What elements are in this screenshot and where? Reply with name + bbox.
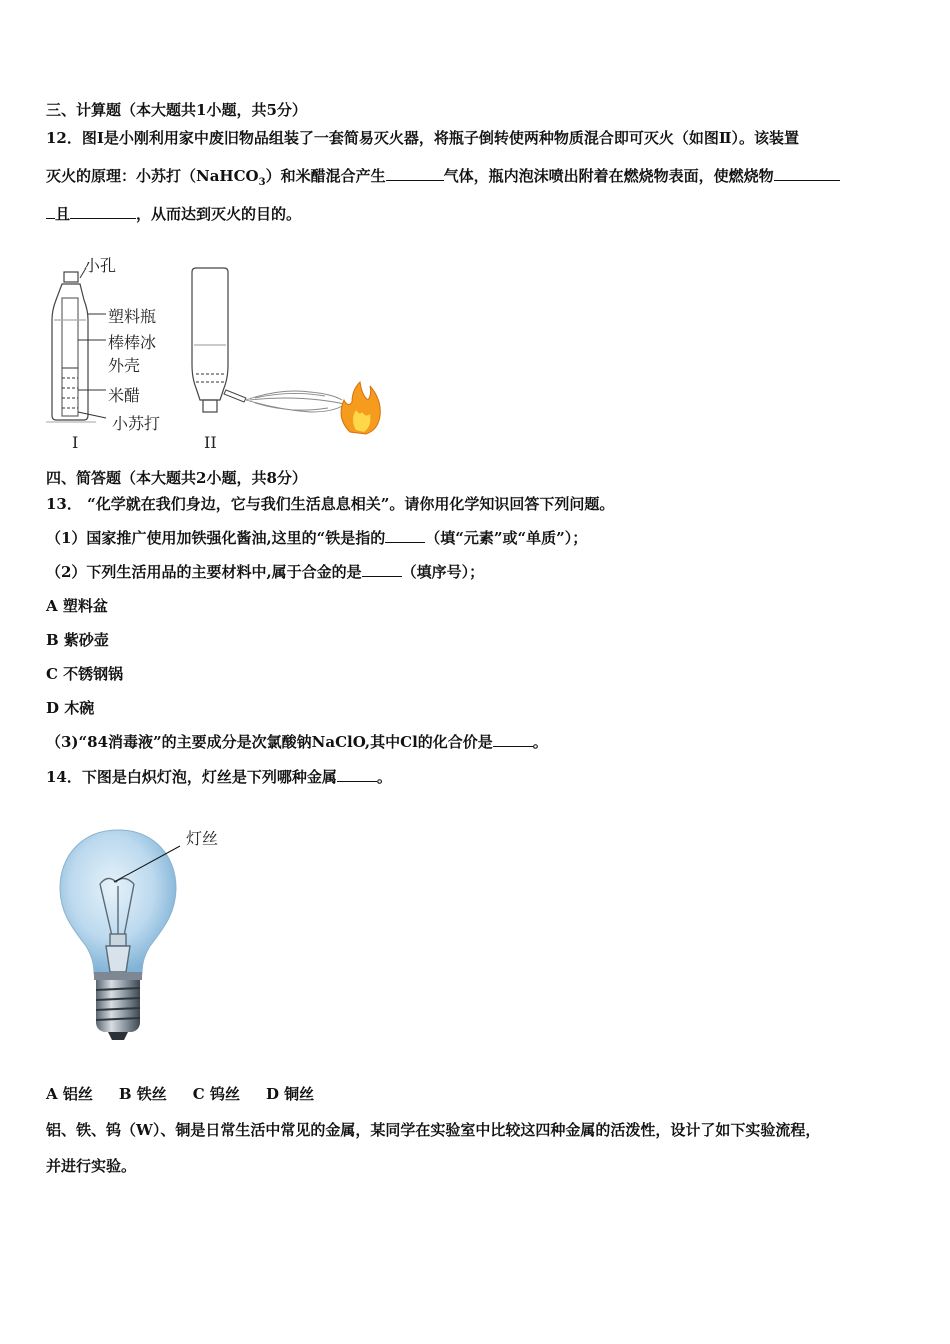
q14-option-b: B 铁丝 (118, 1085, 167, 1103)
q12-line2 (46, 166, 840, 193)
q14-option-d: D 铜丝 (265, 1085, 315, 1103)
q14-paragraph-line1: 铝、铁、钨（W）、铜是日常生活中常见的金属，某同学在实验室中比较这四种金属的活泼性，设计了如下实验流程， (46, 1121, 821, 1139)
q12-blank-1[interactable] (774, 166, 840, 181)
bottle-two (192, 268, 228, 412)
label-plastic-bottle: 塑料瓶 (108, 307, 157, 326)
foam-spray (246, 391, 344, 412)
q12-line3 (46, 204, 301, 224)
label-vinegar: 米醋 (108, 386, 141, 405)
q13-part1 (46, 528, 587, 548)
label-small-hole: 小孔 (84, 256, 117, 275)
q14-paragraph-line2: 并进行实验。 (46, 1157, 137, 1175)
section3-heading: 三、计算题（本大题共1小题，共5分） (46, 101, 307, 119)
q13-part2 (46, 562, 484, 582)
q13-part2-a: （2）下列生活用品的主要材料中,属于合金的是 (46, 563, 362, 581)
q13-option-b: B 紫砂壶 (46, 631, 109, 649)
section4-heading: 四、简答题（本大题共2小题，共8分） (46, 469, 307, 487)
q12-blank-gas[interactable] (386, 166, 444, 181)
q12-line3-a: 且 (55, 205, 71, 223)
q13-part3 (46, 732, 548, 752)
figure-caption-1: I (72, 433, 79, 452)
q14-option-c: C 钨丝 (192, 1085, 240, 1103)
q13-option-c: C 不锈钢锅 (46, 665, 124, 683)
q12-line3-b: ，从而达到灭火的目的。 (136, 205, 302, 223)
q13-part2-b: （填序号）； (401, 563, 485, 581)
q14-stem-a: 14．下图是白炽灯泡，灯丝是下列哪种金属 (46, 768, 337, 786)
q14-stem (46, 767, 392, 787)
label-popsicle: 棒棒冰 (108, 333, 157, 352)
q12-line2-sub: 3 (258, 177, 266, 188)
q13-part1-b: （填“元素”或“单质”）； (425, 529, 588, 547)
vinegar-level (62, 368, 78, 408)
q14-stem-b: 。 (376, 768, 392, 786)
figure-caption-2: II (204, 433, 217, 452)
q13-blank-3[interactable] (493, 732, 533, 747)
q13-part3-b: 。 (532, 733, 548, 751)
q13-blank-2[interactable] (362, 562, 402, 577)
light-bulb-figure (56, 826, 180, 1048)
q12-line2-c: 气体，瓶内泡沫喷出附着在燃烧物表面，使燃烧物 (443, 167, 774, 185)
q13-part3-a: （3)“84消毒液”的主要成分是次氯酸钠NaClO,其中Cl的化合价是 (46, 733, 493, 751)
q12-blank-2[interactable] (70, 204, 136, 219)
q12-blank-1-cont[interactable] (46, 204, 55, 219)
q14-option-a: A 铝丝 (46, 1085, 93, 1103)
extinguisher-figure (40, 250, 390, 455)
q12-line1: 12．图I是小刚利用家中废旧物品组装了一套简易灭火器，将瓶子倒转使两种物质混合即可灭火（如图Ⅱ）。该装置 (46, 129, 800, 147)
flame-icon (341, 382, 380, 434)
q12-line2-b: ）和米醋混合产生 (265, 167, 386, 185)
q12-line2-a: 灭火的原理：小苏打（NaHCO (46, 167, 259, 185)
q13-blank-1[interactable] (385, 528, 425, 543)
label-shell: 外壳 (108, 356, 141, 375)
q13-option-d: D 木碗 (46, 699, 95, 717)
q13-part1-a: （1）国家推广使用加铁强化酱油,这里的“铁是指的 (46, 529, 386, 547)
label-baking-soda: 小苏打 (112, 414, 161, 433)
q14-options (46, 1084, 314, 1104)
bulb-base (96, 980, 140, 1040)
q13-stem: 13． “化学就在我们身边，它与我们生活息息相关”。请你用化学知识回答下列问题。 (46, 495, 615, 513)
label-filament: 灯丝 (186, 829, 219, 848)
q14-blank[interactable] (337, 767, 377, 782)
q13-option-a: A 塑料盆 (46, 597, 108, 615)
